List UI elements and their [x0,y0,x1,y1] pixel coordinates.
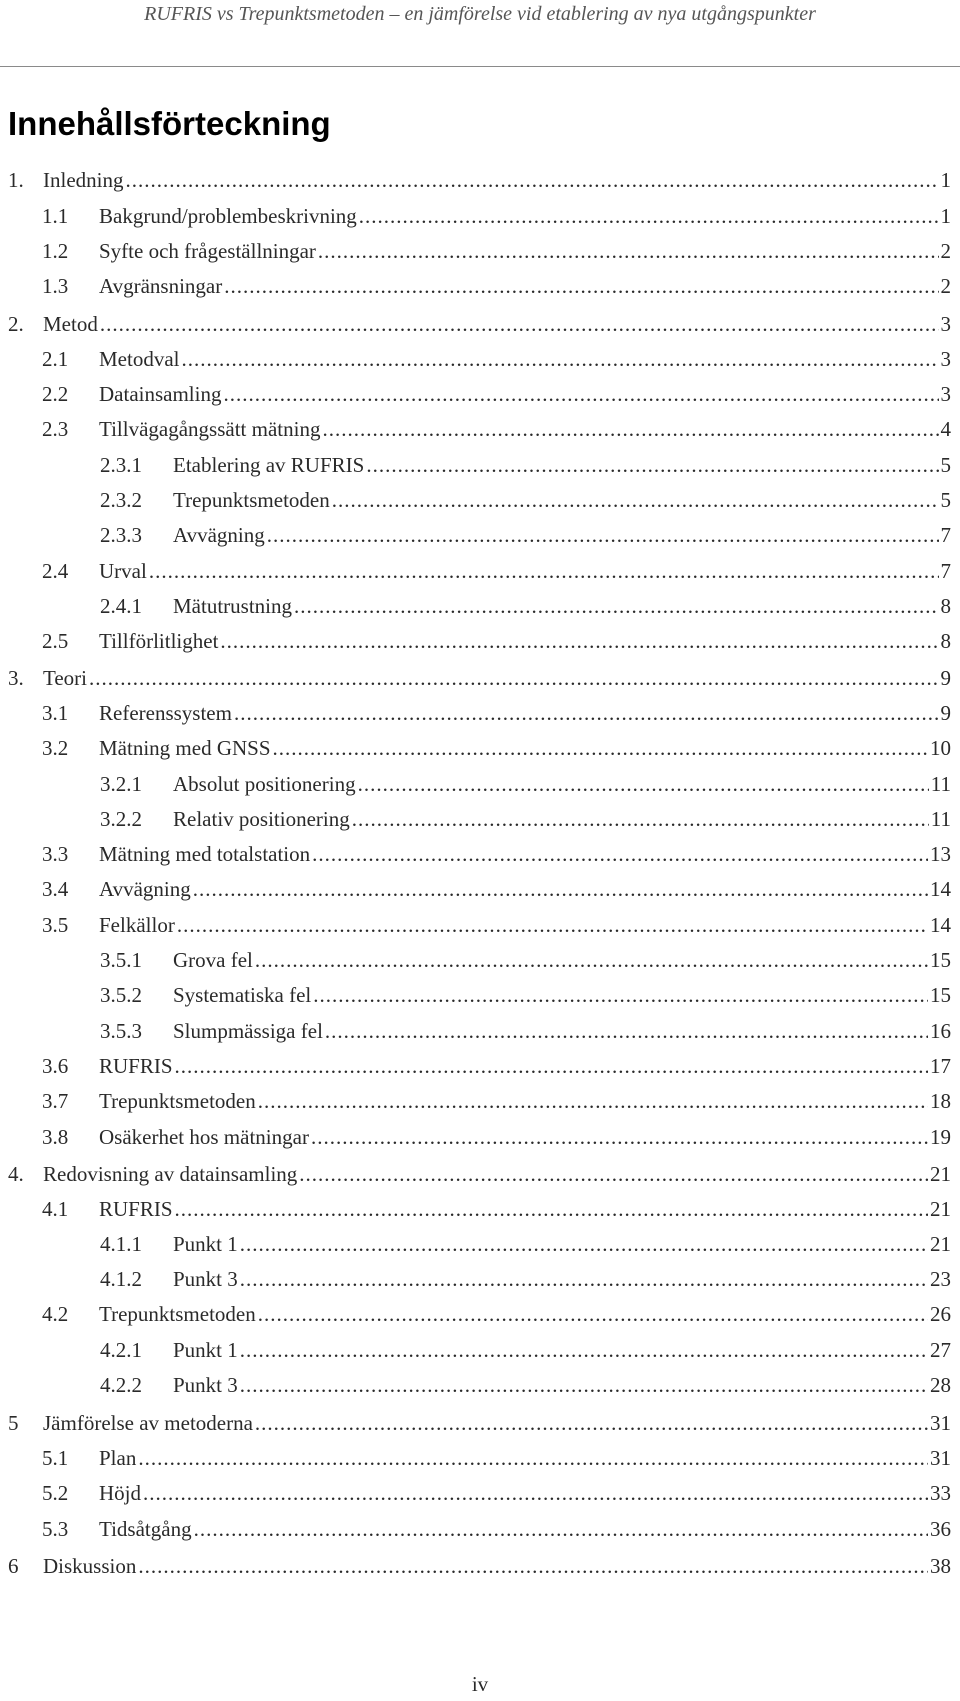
toc-entry-number: 2.5 [42,629,69,653]
toc-entry-title: Tillvägagångssätt mätning [99,417,321,441]
page-number: iv [471,1672,489,1696]
toc-entry-number: 5.3 [42,1517,69,1541]
toc-leader [89,662,938,694]
toc-leader [175,1193,928,1225]
toc-leader [352,803,929,835]
toc-entry-page: 19 [930,1125,951,1149]
toc-leader [193,873,928,905]
toc-entry[interactable] [42,555,951,587]
toc-entry-number: 4.1.2 [100,1267,142,1291]
toc-entry-number: 3.2 [42,736,69,760]
toc-entry[interactable] [100,1228,951,1260]
toc-leader [332,484,939,516]
toc-entry-page: 7 [940,523,951,547]
toc-leader [143,1477,928,1509]
toc-entry-title: Avvägning [99,877,191,901]
toc-entry-title: Inledning [43,168,124,192]
toc-leader [220,625,938,657]
toc-entry[interactable] [8,1158,951,1190]
toc-entry-page: 17 [930,1054,951,1078]
toc-entry-page: 1 [940,204,951,228]
toc-leader [224,270,938,302]
toc-entry-number: 2.4 [42,559,69,583]
toc-leader [175,1050,928,1082]
toc-entry[interactable] [42,270,951,302]
toc-entry-number: 3.7 [42,1089,69,1113]
toc-entry-title: Datainsamling [99,382,222,406]
toc-entry-page: 14 [930,913,951,937]
toc-entry-number: 2.3.1 [100,453,142,477]
toc-entry-number: 2.3.3 [100,523,142,547]
toc-leader [359,200,939,232]
toc-entry-title: Trepunktsmetoden [99,1089,256,1113]
toc-entry[interactable] [8,662,951,694]
toc-entry-title: Punkt 1 [173,1232,238,1256]
toc-entry-title: Felkällor [99,913,175,937]
toc-entry[interactable] [42,200,951,232]
toc-entry-page: 8 [940,629,951,653]
toc-entry-number: 3.5.3 [100,1019,142,1043]
toc-leader [273,732,928,764]
toc-entry-page: 18 [930,1089,951,1113]
toc-entry-number: 3.1 [42,701,69,725]
toc-entry[interactable] [42,732,951,764]
toc-entry-number: 4.2 [42,1302,69,1326]
toc-entry-title: Avgränsningar [99,274,223,298]
toc-entry-page: 2 [940,274,951,298]
toc-entry-title: Metod [43,312,98,336]
toc-leader [255,1407,928,1439]
toc-entry[interactable] [42,1050,951,1082]
toc-entry-title: Mätning med totalstation [99,842,311,866]
toc-entry-title: Redovisning av datainsamling [43,1162,298,1186]
toc-leader [258,1085,928,1117]
toc-entry-page: 14 [930,877,951,901]
toc-entry[interactable] [42,235,951,267]
toc-leader [149,555,939,587]
toc-leader [325,1015,928,1047]
toc-entry-title: Referenssystem [99,701,232,725]
toc-entry-number: 2.3.2 [100,488,142,512]
toc-leader [125,164,938,196]
toc-entry-title: Tidsåtgång [99,1517,192,1541]
toc-entry-number: 2.3 [42,417,69,441]
toc-entry-page: 13 [930,842,951,866]
toc-entry[interactable] [100,590,951,622]
toc-entry[interactable] [100,519,951,551]
toc-entry-page: 27 [930,1338,951,1362]
toc-entry-title: Osäkerhet hos mätningar [99,1125,309,1149]
toc-entry-number: 1. [8,168,24,192]
toc-entry-title: Trepunktsmetoden [99,1302,256,1326]
toc-entry-title: RUFRIS [99,1197,173,1221]
toc-entry-number: 5.2 [42,1481,69,1505]
toc-entry-page: 2 [940,239,951,263]
toc-entry-page: 36 [930,1517,951,1541]
toc-leader [312,838,928,870]
toc-entry-number: 2.2 [42,382,69,406]
toc-entry-number: 3.8 [42,1125,69,1149]
toc-entry-title: Plan [99,1446,137,1470]
toc-entry-title: RUFRIS [99,1054,173,1078]
toc-entry-page: 21 [930,1162,951,1186]
toc-entry-number: 3.4 [42,877,69,901]
toc-leader [311,1121,928,1153]
toc-entry[interactable] [42,625,951,657]
toc-entry[interactable] [100,1334,951,1366]
toc-entry-page: 3 [940,312,951,336]
toc-entry[interactable] [100,768,951,800]
toc-entry-title: Punkt 3 [173,1267,238,1291]
toc-entry-title: Mätutrustning [173,594,292,618]
toc-entry-title: Höjd [99,1481,141,1505]
toc-entry-page: 9 [940,666,951,690]
toc-entry-title: Avvägning [173,523,265,547]
toc-entry-page: 10 [930,736,951,760]
toc-leader [294,590,939,622]
toc-entry[interactable] [100,484,951,516]
toc-leader [234,697,939,729]
toc-entry[interactable] [42,1121,951,1153]
toc-leader [318,235,939,267]
toc-entry-number: 3.5.1 [100,948,142,972]
toc-entry[interactable] [42,1085,951,1117]
toc-entry-number: 3.5 [42,913,69,937]
toc-entry-number: 4.1.1 [100,1232,142,1256]
toc-entry[interactable] [42,1442,951,1474]
toc-entry-title: Relativ positionering [173,807,350,831]
header-divider [0,66,960,67]
toc-entry-number: 5 [8,1411,19,1435]
toc-entry-number: 3.2.2 [100,807,142,831]
toc-entry-number: 6 [8,1554,19,1578]
toc-entry[interactable] [100,449,951,481]
toc-entry-page: 31 [930,1411,951,1435]
toc-entry[interactable] [8,1550,951,1582]
toc-entry-page: 11 [930,772,951,796]
toc-leader [255,944,928,976]
toc-entry-page: 31 [930,1446,951,1470]
toc-entry-number: 1.1 [42,204,69,228]
toc-entry-title: Punkt 3 [173,1373,238,1397]
toc-entry-number: 4.1 [42,1197,69,1221]
toc-leader [181,343,938,375]
toc-entry-page: 21 [930,1232,951,1256]
toc-entry-title: Bakgrund/problembeskrivning [99,204,357,228]
toc-entry[interactable] [100,1263,951,1295]
toc-entry-number: 2.1 [42,347,69,371]
toc-entry[interactable] [42,1513,951,1545]
toc-entry-page: 9 [940,701,951,725]
toc-entry-page: 5 [940,488,951,512]
toc-entry-title: Grova fel [173,948,253,972]
toc-entry[interactable] [42,343,951,375]
toc-entry[interactable] [100,1369,951,1401]
toc-entry-number: 3. [8,666,24,690]
toc-entry-page: 3 [940,347,951,371]
toc-entry-title: Diskussion [43,1554,137,1578]
toc-entry[interactable] [100,803,951,835]
toc-entry-number: 2.4.1 [100,594,142,618]
toc-entry-number: 3.6 [42,1054,69,1078]
toc-entry[interactable] [42,838,951,870]
toc-leader [240,1334,928,1366]
toc-title: Innehållsförteckning [8,105,331,142]
toc-entry[interactable] [100,1015,951,1047]
toc-entry-page: 21 [930,1197,951,1221]
toc-entry-title: Jämförelse av metoderna [43,1411,253,1435]
toc-entry-title: Punkt 1 [173,1338,238,1362]
toc-leader [240,1369,928,1401]
toc-entry-page: 33 [930,1481,951,1505]
toc-leader [138,1442,928,1474]
toc-entry[interactable] [42,413,951,445]
toc-entry-page: 1 [940,168,951,192]
toc-entry-number: 4.2.2 [100,1373,142,1397]
toc-leader [240,1228,928,1260]
toc-entry-page: 3 [940,382,951,406]
toc-entry-page: 28 [930,1373,951,1397]
toc-entry-number: 4. [8,1162,24,1186]
toc-entry-page: 5 [940,453,951,477]
toc-entry[interactable] [42,378,951,410]
toc-entry-title: Etablering av RUFRIS [173,453,365,477]
toc-entry[interactable] [42,873,951,905]
toc-leader [322,413,938,445]
toc-entry[interactable] [42,1193,951,1225]
toc-entry-page: 23 [930,1267,951,1291]
toc-entry-number: 3.2.1 [100,772,142,796]
toc-entry-number: 2. [8,312,24,336]
toc-entry-title: Absolut positionering [173,772,356,796]
toc-entry[interactable] [8,1407,951,1439]
toc-entry-number: 3.5.2 [100,983,142,1007]
toc-entry-title: Urval [99,559,147,583]
toc-entry-title: Metodval [99,347,180,371]
toc-entry[interactable] [100,979,951,1011]
toc-entry-page: 8 [940,594,951,618]
toc-entry[interactable] [8,308,951,340]
running-header: RUFRIS vs Trepunktsmetoden – en jämförelse vid etablering av nya utgångspunkter [144,3,816,25]
toc-leader [358,768,929,800]
toc-entry-title: Mätning med GNSS [99,736,271,760]
toc-leader [223,378,938,410]
toc-entry-page: 16 [930,1019,951,1043]
toc-leader [177,909,928,941]
toc-leader [299,1158,928,1190]
toc-entry-number: 1.2 [42,239,69,263]
toc-entry-title: Syfte och frågeställningar [99,239,316,263]
toc-entry-number: 5.1 [42,1446,69,1470]
toc-entry-title: Slumpmässiga fel [173,1019,323,1043]
toc-entry-page: 15 [930,948,951,972]
toc-leader [194,1513,928,1545]
toc-entry-title: Trepunktsmetoden [173,488,330,512]
toc-entry[interactable] [42,909,951,941]
toc-entry-title: Tillförlitlighet [99,629,219,653]
toc-entry-page: 11 [930,807,951,831]
toc-leader [240,1263,928,1295]
toc-entry-number: 4.2.1 [100,1338,142,1362]
toc-entry[interactable] [8,164,951,196]
toc-entry-page: 15 [930,983,951,1007]
toc-leader [100,308,939,340]
toc-leader [138,1550,928,1582]
toc-entry-page: 4 [940,417,951,441]
toc-entry-number: 3.3 [42,842,69,866]
toc-leader [313,979,928,1011]
toc-entry-number: 1.3 [42,274,69,298]
toc-entry-page: 7 [940,559,951,583]
toc-leader [366,449,938,481]
toc-entry[interactable] [100,944,951,976]
toc-entry-page: 38 [930,1554,951,1578]
toc-entry-page: 26 [930,1302,951,1326]
toc-entry-title: Teori [43,666,88,690]
toc-leader [258,1298,928,1330]
toc-entry[interactable] [42,1477,951,1509]
toc-entry[interactable] [42,697,951,729]
toc-entry-title: Systematiska fel [173,983,312,1007]
toc-entry[interactable] [42,1298,951,1330]
toc-leader [267,519,939,551]
